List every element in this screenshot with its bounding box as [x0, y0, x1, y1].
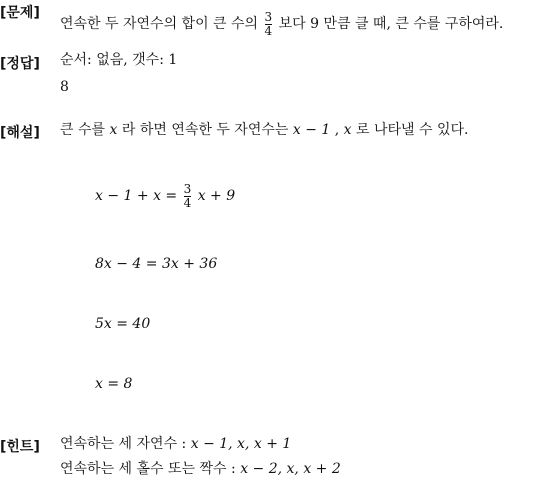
- equation-1-denominator: 4: [183, 195, 192, 210]
- hint-line-2: [60, 462, 341, 476]
- hint-line-2-expr: x − 2, x, x + 2: [240, 461, 341, 477]
- equation-1-left: x − 1 + x =: [95, 188, 178, 205]
- equation-1-right: x + 9: [197, 188, 236, 205]
- solution-comma: ,: [334, 122, 340, 138]
- problem-fraction-denominator: 4: [264, 23, 273, 38]
- solution-intro: [60, 123, 469, 137]
- problem-label: [문제]: [0, 5, 40, 21]
- solution-intro-1: 큰 수를: [60, 122, 106, 138]
- answer-label: [정답]: [0, 56, 40, 72]
- problem-fraction-numerator: 3: [264, 10, 273, 24]
- solution-label: [해설]: [0, 125, 40, 141]
- hint-line-2-text: 연속하는 세 홀수 또는 짝수 :: [60, 461, 236, 477]
- hint-label: [힌트]: [0, 439, 40, 455]
- problem-text-after: 보다 9 만큼 클 때, 큰 수를 구하여라.: [278, 16, 504, 33]
- hint-line-1: [60, 437, 291, 451]
- solution-intro-3: 로 나타낼 수 있다.: [356, 122, 469, 138]
- solution-var-x: x: [109, 122, 118, 138]
- problem-text-before: 연속한 두 자연수의 합이 큰 수의: [60, 16, 259, 33]
- solution-expr-x-minus-1: x − 1: [292, 122, 331, 138]
- answer-value: 8: [60, 79, 69, 95]
- problem-fraction: [265, 11, 273, 37]
- solution-intro-2: 라 하면 연속한 두 자연수는: [121, 122, 289, 138]
- equation-1-fraction: [184, 183, 192, 209]
- problem-text: [60, 11, 503, 37]
- equation-4: x = 8: [95, 376, 133, 392]
- equation-2: 8x − 4 = 3x + 36: [95, 256, 218, 272]
- solution-var-x-2: x: [343, 122, 352, 138]
- answer-meta: 순서: 없음, 갯수: 1: [60, 52, 178, 68]
- equation-1-numerator: 3: [183, 182, 192, 196]
- hint-line-1-expr: x − 1, x, x + 1: [190, 436, 292, 452]
- equation-3: 5x = 40: [95, 316, 151, 332]
- hint-line-1-text: 연속하는 세 자연수 :: [60, 436, 187, 452]
- equation-1: [95, 183, 235, 209]
